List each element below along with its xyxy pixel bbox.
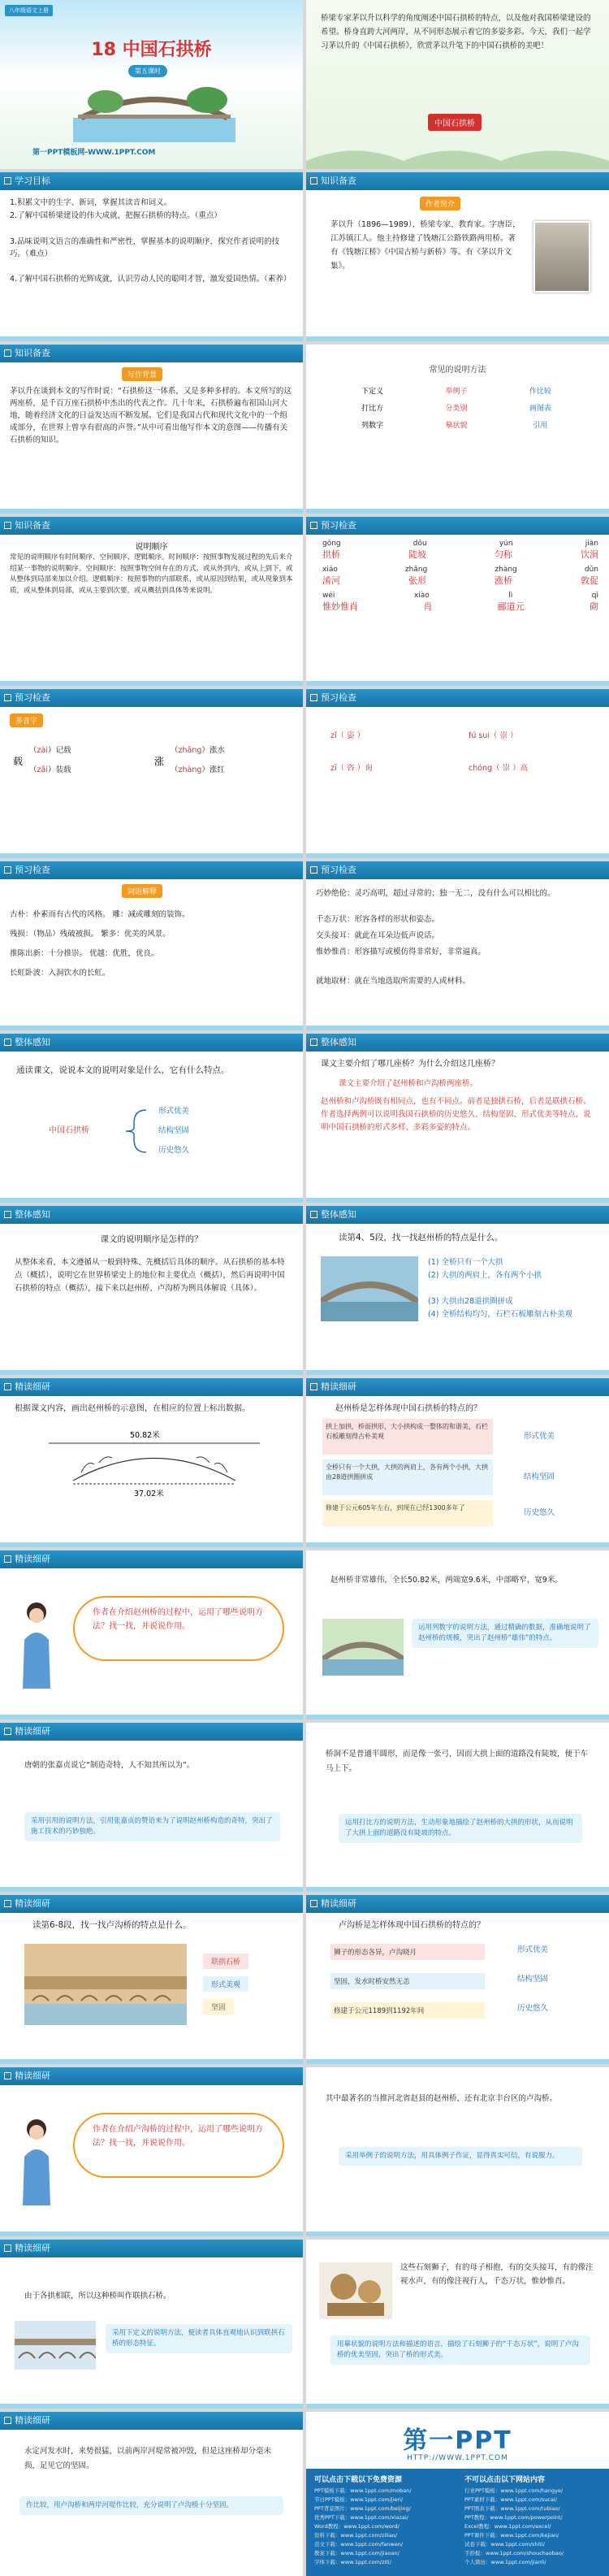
embody-label-3: 历史悠久: [524, 1508, 555, 1517]
header-bar: 整体感知: [0, 1034, 303, 1052]
ad-link[interactable]: 行业PPT模板：www.1ppt.com/hangye/: [464, 2487, 564, 2494]
header-bar: 知识备查: [0, 345, 303, 362]
ad-link[interactable]: PPT课件下载：www.1ppt.com/kejian/: [464, 2532, 559, 2539]
header-bar: 整体感知: [306, 1206, 609, 1224]
lion-statue-photo: [319, 2262, 392, 2319]
header-bar: 精读细研: [0, 2240, 303, 2257]
bridge-silhouette: [306, 137, 609, 169]
bridge-diagram: [49, 1440, 260, 1489]
slide-description: [306, 2240, 609, 2409]
slide-method-zhaozhou: [0, 1550, 303, 1720]
fill-item-1: zǐ（ 姿 ）: [330, 731, 365, 740]
definition-note: 采用下定义的说明方法，便读者具体直观地认识到联拱石桥的形态特征。: [106, 2324, 292, 2353]
slide-method-lugou: [0, 2067, 303, 2236]
ad-link[interactable]: 试卷下载：www.1ppt.com/shiti/: [464, 2541, 545, 2548]
slide-goals: [0, 172, 303, 341]
lugou-box-2: 坚固，发水时桥安然无恙: [330, 1973, 485, 1989]
fill-item-3: zī（ 咨 ）询: [330, 764, 373, 773]
comparison-note: 作比较，用卢沟桥和两岸河堤作比较，充分说明了卢沟桥十分坚固。: [19, 2496, 283, 2515]
slide-overview-3: [0, 1206, 303, 1375]
lugou-embody-label-1: 形式优美: [517, 1945, 549, 1954]
overview2-answer-1: 课文主要介绍了赵州桥和卢沟桥两座桥。: [339, 1079, 478, 1088]
vocab2-line-5: 就地取材：就在当地选取所需要的人或材料。: [316, 977, 471, 986]
diagram-question: 根据课文内容，画出赵州桥的示意图，在相应的位置上标出数据。: [15, 1404, 250, 1413]
slide-intro: [306, 0, 609, 169]
slide-vocab-2: [306, 861, 609, 1030]
vocab2-line-1: 巧妙绝伦：灵巧高明，超过寻常的；独一无二，没有什么可以相比的。: [316, 889, 555, 898]
header-bar: 精读细研: [0, 1895, 303, 1913]
feature-4: (4) 全桥结构均匀，石栏石板雕刻古朴美观: [428, 1310, 572, 1319]
goal-2: 2.了解中国桥梁建设的伟大成就，把握石拱桥的特点。（重点）: [10, 211, 222, 220]
slide-diagram: [0, 1378, 303, 1547]
slide-pinyin: [306, 517, 609, 686]
header-bar: 预习检查: [306, 861, 609, 879]
slide-fill-chars: [306, 689, 609, 858]
point-3: 历史悠久: [158, 1146, 190, 1155]
order-text: 常见的说明顺序有时间顺序、空间顺序、逻辑顺序。时间顺序：按照事物发展过程的先后来介绍某一事物的说明顺序。空间顺序：按照事物空间存在的方式，或从外到内，或从上到下，或从整体到局部来加以介绍。逻辑顺序：按照事物的内部联系，或从原因到结果，或从现象到本质，或从整体到局部，或从主要到次要，或从概括到具体等来说明。: [10, 553, 293, 595]
author-tag: 作者简介: [420, 197, 460, 210]
lugou-embody-label-2: 结构坚固: [517, 1975, 549, 1984]
right-reading-2: （zhàng）涨红: [171, 765, 225, 774]
left-char: 载: [13, 756, 24, 767]
ad-link[interactable]: 字体下载：www.1ppt.com/ziti/: [314, 2559, 391, 2565]
slide-ad: [306, 2412, 609, 2576]
overview3-answer: 从整体来看，本文遵循从一般到特殊、先概括后具体的顺序。从石拱桥的基本特点（概括），说明它在世界桥梁史上的地位和主要优点（概括），然后再说明中国石拱桥的特点（概括），接下来以赵州桥、卢沟桥为例具体解说（具体）。: [15, 1258, 285, 1293]
slide-example: [306, 2067, 609, 2236]
ad-col1-title: 可以点击下载以下免费资源: [314, 2476, 403, 2484]
center-subject: 中国石拱桥: [49, 1126, 89, 1135]
header-bar: 精读细研: [0, 2412, 303, 2430]
overview3-question: 课文的说明顺序是怎样的？: [100, 1234, 203, 1244]
intro-text: 桥梁专家茅以升以科学的角度阐述中国石拱桥的特点，以及他对我国桥梁建设的希望。桥身直跨大河两岸，从不同形态展示着它的多姿多彩。今天，我们一起学习茅以升的《中国石拱桥》，欣赏茅以升笔下的中国石拱桥的美吧！: [321, 14, 591, 50]
header-bar: 预习检查: [0, 861, 303, 879]
overview2-question: 课文主要介绍了哪几座桥？为什么介绍这几座桥？: [321, 1060, 499, 1069]
slide-lugou-features: [0, 1895, 303, 2064]
embody-question: 赵州桥是怎样体现中国石拱桥的特点的？: [335, 1404, 482, 1413]
lugou-embody-label-3: 历史悠久: [517, 2004, 549, 2013]
order-caption: 说明顺序: [135, 543, 168, 552]
fill-item-2: fú sui（ 崇 ）: [469, 731, 518, 740]
ad-col1-links: [314, 2487, 456, 2567]
header-bar: 精读细研: [0, 2067, 303, 2085]
lugou-label-1: 联拱石桥: [203, 1954, 248, 1969]
slide-zhaozhou-embody: [306, 1378, 609, 1547]
vocab-line-1: 古朴：朴素而有古代的风格。 雕：减或雕刻的装饰。: [10, 910, 190, 919]
numbers-text: 赵州桥非常雄伟，全长50.82米，两端宽9.6米，中部略窄，宽9米。: [330, 1576, 563, 1585]
method-question-bubble: 作者在介绍卢沟桥的过程中，运用了哪些说明方法？找一找，并说说作用。: [73, 2113, 284, 2178]
vocab2-line-4: 惟妙惟肖：形容描写或模仿得非常好，非常逼真。: [316, 948, 486, 956]
point-1: 形式优美: [158, 1107, 190, 1116]
slide-overview-2: [306, 1034, 609, 1203]
header-bar: 学习目标: [0, 172, 303, 190]
goal-1: 1.积累文中的生字、新词，掌握其读音和词义。: [10, 198, 172, 207]
bridge-illustration: [73, 77, 235, 142]
header-bar: 整体感知: [0, 1206, 303, 1224]
brace-icon: [122, 1107, 154, 1156]
embody-box-2: 全桥只有一个大拱，大拱的两肩上，各有两个小拱，大拱由28道拱圈拼成: [322, 1459, 493, 1495]
ad-col2-title: 不可以点击以下网站内容: [464, 2476, 546, 2484]
slide-comparison: [0, 2412, 303, 2576]
features-question: 读第4、5段，找一找赵州桥的特点是什么。: [339, 1233, 503, 1242]
author-portrait: [533, 221, 590, 293]
teacher-icon: [16, 1599, 57, 1697]
methods-table: 下定义 举例子 作比较 打比方 分类别 画图表 列数字 摹状貌 引用: [361, 388, 551, 430]
author-text: 茅以升（1896—1989），桥梁专家、教育家。字唐臣，江苏镇江人。他主持修建了钱塘江公路铁路两用桥。著有《钱塘江桥》《中国古桥与新桥》等。有《茅以升文集》。: [330, 220, 520, 271]
goal-3: 3.品味说明文语言的准确性和严密性，掌握基本的说明顺序，探究作者说明的技巧。（难点）: [10, 237, 280, 258]
zhaozhou-photo: [321, 1256, 418, 1321]
feature-3: (3) 大拱由28道拱圈拼成: [428, 1297, 513, 1306]
embody-label-2: 结构坚固: [524, 1472, 555, 1481]
methods-caption: 常见的说明方法: [429, 366, 486, 375]
ad-link[interactable]: PPT教程：www.1ppt.com/powerpoint/: [464, 2514, 563, 2521]
example-text: 其中最著名的当推河北省赵县的赵州桥，还有北京丰台区的卢沟桥。: [326, 2094, 558, 2103]
slide-author: [306, 172, 609, 341]
header-bar: 预习检查: [306, 517, 609, 535]
ad-link[interactable]: PPT图表下载：www.1ppt.com/tubiao/: [464, 2505, 560, 2512]
title-stamp: 中国石拱桥: [428, 114, 482, 131]
slide-metaphor: [306, 1723, 609, 1892]
comparison-text: 永定河发水时，来势很猛，以前两岸河堤常被冲毁，但是这座桥却分毫未损，足见它的坚固。: [24, 2447, 272, 2470]
point-2: 结构坚固: [158, 1126, 190, 1135]
lugou-label-3: 坚固: [203, 1999, 234, 2014]
overview2-answer-2: 赵州桥和卢沟桥既有相同点，也有不同点。前者是独拱石桥，后者是联拱石桥。作者选择两例可以说明我国石拱桥的历史悠久、结构坚固、形式优美等特点，说明中国石拱桥的形式多样、多彩多姿的特点。: [321, 1097, 591, 1132]
goal-4: 4.了解中国石拱桥的光辉成就，认识劳动人民的聪明才智，激发爱国热情。（素养）: [10, 275, 292, 284]
header-bar: 知识备查: [306, 172, 609, 190]
lesson-button[interactable]: 第五课时: [128, 65, 167, 77]
feature-1: (1) 全桥只有一个大拱: [428, 1258, 503, 1267]
header-bar: 精读细研: [0, 1378, 303, 1396]
ad-link[interactable]: 资料下载：www.1ppt.com/ziliao/: [314, 2532, 397, 2539]
lugou-box-1: 狮子的形态各异，卢沟晓月: [330, 1944, 485, 1960]
polyphone-tag: 多音字: [10, 713, 43, 727]
description-note: 用摹状貌的说明方法和描述的语言，描绘了石刻狮子的“千态万状”，说明了卢沟桥的优美坚固，突出了桥的形式美。: [330, 2335, 590, 2365]
fill-item-4: chóng（ 崇 ）高: [469, 764, 529, 773]
slide-background: [0, 345, 303, 514]
lugou-embody-question: 卢沟桥是怎样体现中国石拱桥的特点的？: [339, 1921, 485, 1930]
lugou-photo: [24, 1944, 187, 2025]
arch-bridge-photo: [15, 2321, 96, 2370]
ad-link[interactable]: Word教程：www.1ppt.com/word/: [314, 2523, 400, 2530]
slide-overview-1: [0, 1034, 303, 1203]
slide-order: [0, 517, 303, 686]
header-bar: 精读细研: [0, 1550, 303, 1568]
description-text: 这些石刻狮子，有的母子相抱，有的交头接耳，有的像注视水声，有的像注视行人，千态万状，惟妙惟肖。: [400, 2263, 594, 2286]
slide-vocab-1: [0, 861, 303, 1030]
metaphor-note: 运用打比方的说明方法，生动形象地描绘了赵州桥的大拱的形状，从而说明了大拱上面的道路没有陡坡的特点。: [339, 1814, 582, 1843]
slide-list-numbers: [306, 1550, 609, 1720]
right-char: 涨: [154, 756, 165, 767]
embody-box-3: 修建于公元605年左右，到现在已经1300多年了: [322, 1500, 493, 1526]
header-bar: 预习检查: [0, 689, 303, 707]
vocab2-line-3: 交头接耳：就此在耳朵边低声说话。: [316, 931, 440, 940]
slide-title: [0, 0, 303, 169]
slide-polyphone: [0, 689, 303, 858]
vocab2-line-2: 千态万状：形容各样的形状和姿态。: [316, 915, 440, 924]
background-text: 茅以升在谈到本文的写作时说：“石拱桥这一体系，又是多种多样的。本文所写的这两座桥，是千百万座石拱桥中杰出的代表之作。几十年来，石拱桥遍布祖国山河大地，随着经济文化的日益发达而不断发展。它们是我国古代和现代文化中的一个组成部分，在世界上曾享有很高的声誉。”从中可看出他写作本文的意图——传播有关石拱桥的知识。: [10, 387, 292, 445]
definition-text: 由于各拱相联，所以这种桥叫作联拱石桥。: [24, 2292, 171, 2301]
vocab-line-3: 推陈出新：十分推崇。 优越：优胜，优良。: [10, 949, 159, 958]
ad-link[interactable]: 优秀PPT下载：www.1ppt.com/xiazai/: [314, 2514, 408, 2521]
lugou-label-2: 形式美观: [203, 1976, 248, 1992]
overview-question: 通读课文，说说本文的说明对象是什么，它有什么特点。: [16, 1065, 230, 1075]
slide-quote: [0, 1723, 303, 1892]
ad-link[interactable]: PPT素材下载：www.1ppt.com/sucai/: [464, 2496, 557, 2503]
feature-2: (2) 大拱的两肩上，各有两个小拱: [428, 1271, 542, 1280]
ad-link[interactable]: PPT背景图片：www.1ppt.com/beijing/: [314, 2505, 411, 2512]
pinyin-grid: gǒng dōu yún jiàn 拱桥 陡坡 匀称 饮涧 xiáo zhāng zhàng dǔn 淆河 张形 涨桥 敦促 wéi xiào lì qì 惟妙惟肖 肖 郦道元 砌: [322, 540, 598, 612]
slide-lugou-embody: [306, 1895, 609, 2064]
vocab-line-4: 长虹卧波：入洞饮水的长虹。: [10, 969, 110, 978]
example-note: 采用举例子的说明方法，用具体例子作证，显得真实可信，有说服力。: [339, 2147, 582, 2166]
footer-site: 第一PPT模板网-WWW.1PPT.COM: [32, 149, 156, 157]
slide-methods: [306, 345, 609, 514]
metaphor-text: 桥洞不是普通半圆形，而是像一张弓，因而大拱上面的道路没有陡坡，便于车马上下。: [326, 1750, 589, 1773]
right-reading-1: （zhǎng）涨水: [171, 746, 225, 755]
embody-box-1: 拱上加拱，桥面拱形，大小拱构成一整体的和谐美，石栏石板雕刻得古朴美观: [322, 1419, 493, 1455]
ad-link[interactable]: PPT模板下载：www.1ppt.com/moban/: [314, 2487, 412, 2494]
grade-tag: 八年级语文上册: [5, 5, 53, 16]
quote-note: 采用引用的说明方法，引用张嘉贞的赞语来为了说明赵州桥构造的奇特，突出了施工技术的巧妙独绝。: [24, 1812, 280, 1841]
ad-link[interactable]: 节日PPT模板：www.1ppt.com/jieri/: [314, 2496, 404, 2503]
bridge-photo: [322, 1619, 404, 1676]
header-bar: 精读细研: [306, 1895, 609, 1913]
embody-label-1: 形式优美: [524, 1432, 555, 1441]
top-length: 50.82米: [130, 1431, 160, 1440]
lesson-title: 18 中国石拱桥: [91, 40, 212, 60]
background-tag: 写作背景: [122, 367, 162, 381]
vocab-line-2: 残损：（物品）残破被损。 繁多：优美的风景。: [10, 930, 171, 939]
header-bar: 整体感知: [306, 1034, 609, 1052]
lugou-question: 读第6-8段，找一找卢沟桥的特点是什么。: [32, 1920, 192, 1930]
left-reading-1: （zài）记载: [29, 746, 71, 755]
slide-zhaozhou-features: [306, 1206, 609, 1375]
ad-url[interactable]: HTTP://WWW.1PPT.COM: [407, 2454, 508, 2462]
ad-link[interactable]: 教案下载：www.1ppt.com/jiaoan/: [314, 2550, 400, 2556]
ad-link[interactable]: 范文下载：www.1ppt.com/fanwen/: [314, 2541, 404, 2548]
ad-link[interactable]: Excel教程：www.1ppt.com/excel/: [464, 2523, 551, 2530]
header-bar: 知识备查: [0, 517, 303, 535]
ad-col2-links: [464, 2487, 607, 2567]
vocab-tag: 词语解释: [122, 884, 162, 898]
lugou-box-3: 修建于公元1189到1192年间: [330, 2002, 485, 2019]
header-bar: 预习检查: [306, 689, 609, 707]
ad-logo: 第一PPT: [403, 2426, 512, 2455]
teacher-icon: [16, 2116, 57, 2214]
quote-text: 唐朝的张嘉贞说它“制造奇特，人不知其所以为”。: [24, 1761, 195, 1770]
header-bar: 精读细研: [306, 1378, 609, 1396]
bottom-length: 37.02米: [134, 1490, 164, 1498]
ad-link[interactable]: 手抄报：www.1ppt.com/shouchaobao/: [464, 2550, 564, 2556]
slide-definition: [0, 2240, 303, 2409]
numbers-note: 运用列数字的说明方法，通过精确的数据，准确地说明了赵州桥的规模，突出了赵州桥“雄伟”的特点。: [412, 1619, 598, 1648]
ad-link[interactable]: 个人简历：www.1ppt.com/jianli/: [464, 2559, 546, 2565]
method-question-bubble: 作者在介绍赵州桥的过程中，运用了哪些说明方法？找一找，并说说作用。: [73, 1596, 284, 1661]
left-reading-2: （zǎi）装载: [29, 765, 71, 774]
header-bar: 精读细研: [0, 1723, 303, 1741]
